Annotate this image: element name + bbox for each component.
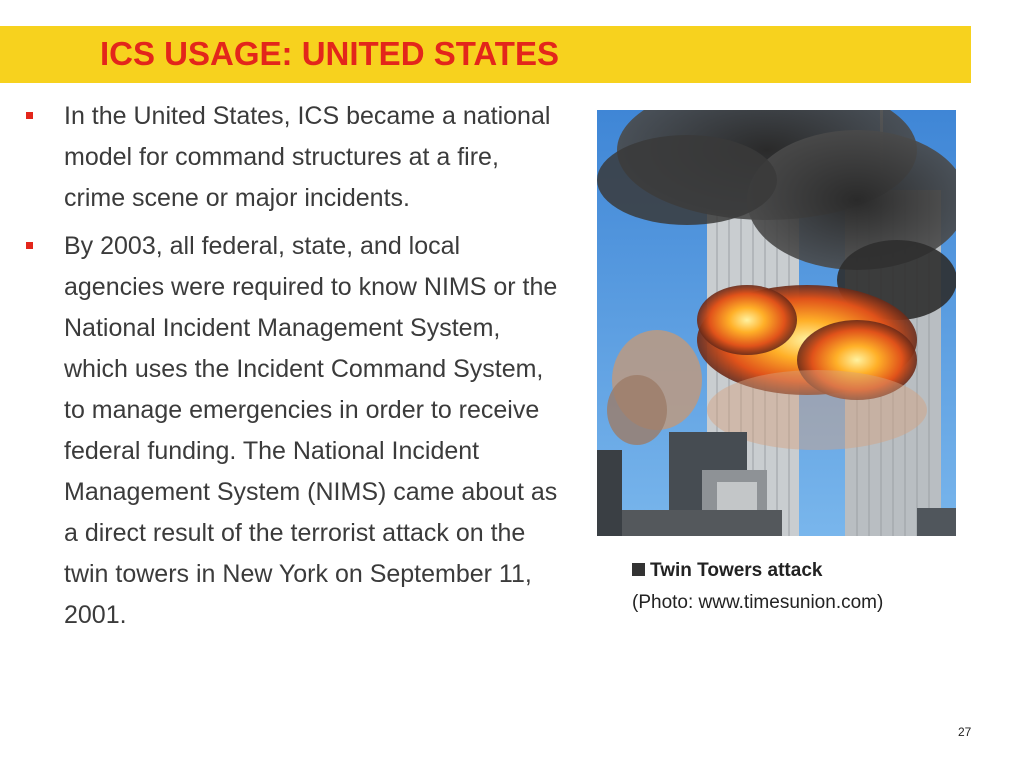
- twin-towers-photo: [597, 110, 956, 536]
- caption-title: Twin Towers attack: [650, 560, 823, 581]
- bullet-list: [26, 96, 566, 643]
- bullet-item: [26, 226, 566, 636]
- slide-title: ICS USAGE: UNITED STATES: [100, 35, 559, 72]
- bullet-text: In the United States, ICS became a national model for command structures at a fire, crime scene or major incidents.: [64, 102, 551, 212]
- bullet-square-icon: [26, 242, 33, 249]
- photo-caption: [632, 558, 972, 616]
- caption-square-icon: [632, 563, 645, 576]
- bullet-square-icon: [26, 112, 33, 119]
- page-number: 27: [958, 725, 972, 739]
- bullet-item: [26, 96, 566, 219]
- caption-credit: (Photo: www.timesunion.com): [632, 592, 884, 613]
- caption-title-row: [632, 558, 972, 584]
- bullet-text: By 2003, all federal, state, and local agencies were required to know NIMS or the National Incident Management System, which uses the Incident Command System, to manage emergencies in order to receive federal funding. The National Incident Management System (NIMS) came about as a direct result of the terrorist attack on the twin towers in New York on September 11, 2001.: [64, 232, 558, 629]
